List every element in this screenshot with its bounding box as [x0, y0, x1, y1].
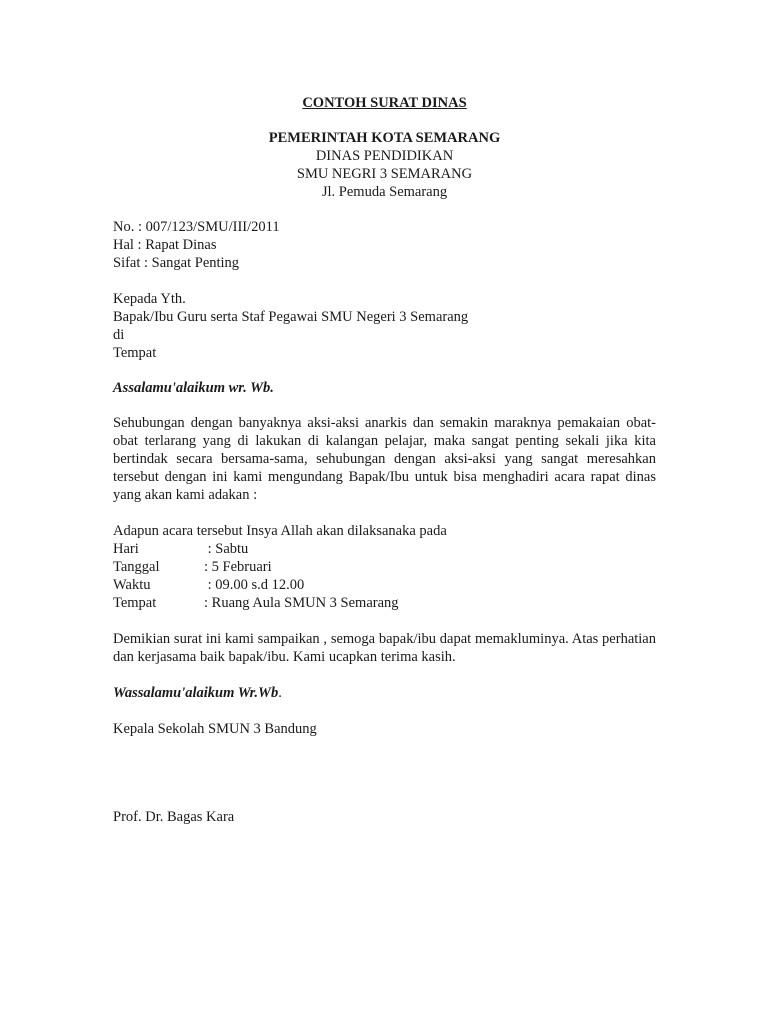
letterhead-school: SMU NEGRI 3 SEMARANG [296, 166, 473, 182]
recipient-line: Bapak/Ibu Guru serta Staf Pegawai SMU Negeri 3 Semarang [113, 309, 469, 325]
letterhead-address: Jl. Pemuda Semarang [321, 184, 448, 200]
event-row [113, 558, 656, 576]
event-row [113, 576, 656, 594]
closing-greeting [113, 684, 656, 702]
event-value: : 09.00 s.d 12.00 [204, 577, 305, 593]
letterhead-agency: DINAS PENDIDIKAN [315, 148, 454, 164]
letterhead [113, 129, 656, 201]
event-label: Hari [113, 541, 139, 557]
closing-paragraph: Demikian surat ini kami sampaikan , semoga bapak/ibu dapat memakluminya. Atas perhatian dan kerjasama baik bapak/ibu. Kami ucapkan terima kasih. [113, 631, 656, 665]
body-paragraph: Sehubungan dengan banyaknya aksi-aksi anarkis dan semakin maraknya pemakaian obat-obat terlarang yang di lakukan di kalangan pelajar, maka sangat penting sekali jika kita bertindak secara bersama-sama, sehubungan dengan aksi-aksi yang sangat meresahkan tersebut dengan ini kami mengundang Bapak/Ibu untuk bisa menghadiri acara rapat dinas yang akan kami adakan : [113, 415, 656, 503]
document-title: CONTOH SURAT DINAS [302, 95, 467, 111]
closing-greeting-text: Wassalamu'alaikum Wr.Wb [113, 685, 279, 701]
event-label: Tempat [113, 595, 157, 611]
letter-number: No. : 007/123/SMU/III/2011 [113, 219, 280, 235]
recipient-line: Tempat [113, 345, 157, 361]
letter-nature: Sifat : Sangat Penting [113, 255, 240, 271]
letter-subject: Hal : Rapat Dinas [113, 237, 217, 253]
event-row [113, 594, 656, 612]
event-value: : Sabtu [204, 541, 249, 557]
event-value: : Ruang Aula SMUN 3 Semarang [204, 595, 399, 611]
closing-greeting-period: . [278, 685, 282, 701]
signature-position: Kepala Sekolah SMUN 3 Bandung [113, 721, 317, 737]
event-row [113, 540, 656, 558]
letter-meta [113, 218, 656, 272]
opening-greeting: Assalamu'alaikum wr. Wb. [113, 380, 274, 396]
event-intro: Adapun acara tersebut Insya Allah akan dilaksanaka pada [113, 523, 447, 539]
letterhead-government: PEMERINTAH KOTA SEMARANG [268, 130, 501, 146]
recipient-line: Kepada Yth. [113, 291, 186, 307]
recipient-line: di [113, 327, 125, 343]
event-value: : 5 Februari [204, 559, 272, 575]
signature-name: Prof. Dr. Bagas Kara [113, 809, 235, 825]
recipient-block [113, 290, 656, 362]
event-label: Tanggal [113, 559, 160, 575]
event-details [113, 522, 656, 612]
event-label: Waktu [113, 577, 151, 593]
